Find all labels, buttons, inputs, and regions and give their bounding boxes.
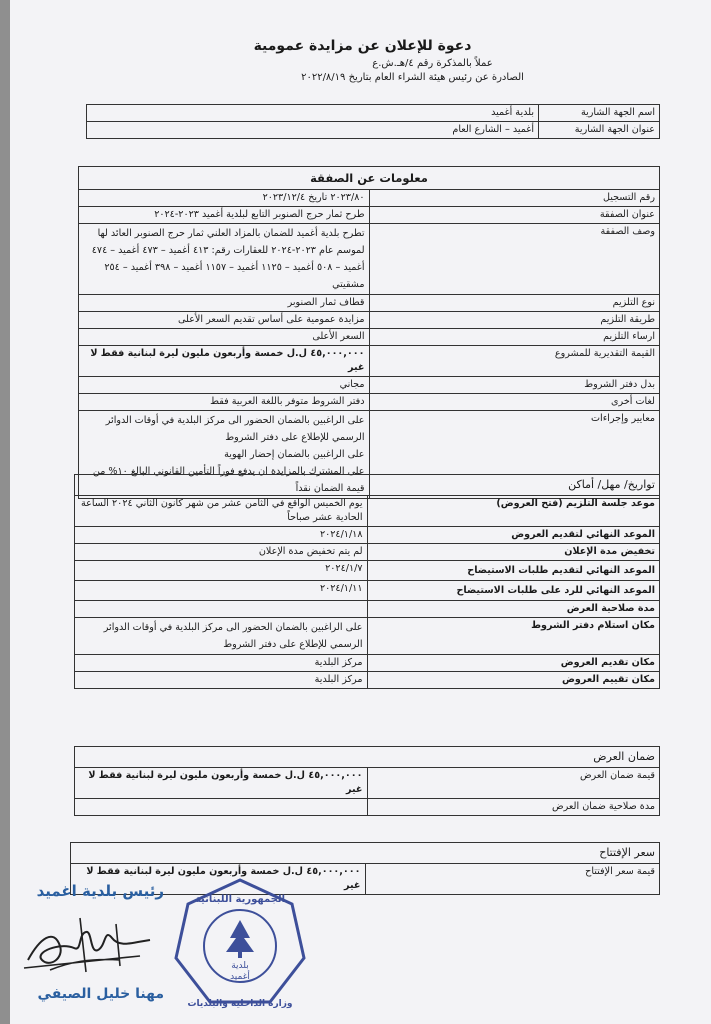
signatory-name: مهنا خليل الصيفي — [37, 986, 164, 1002]
value-clarification-request-deadline: ٢٠٢٤/١/٧ — [75, 561, 368, 581]
value-bid-deadline: ٢٠٢٤/١/١٨ — [75, 527, 368, 544]
label-estimated-value: القيمة التقديرية للمشروع — [369, 346, 660, 377]
value-clarification-reply-deadline: ٢٠٢٤/١/١١ — [75, 581, 368, 601]
table-row — [75, 618, 660, 655]
table-row — [79, 167, 660, 190]
label-clarification-reply-deadline: الموعد النهائي للرد على طلبات الاستيضاح — [367, 581, 660, 601]
table-row — [79, 190, 660, 207]
table-row — [75, 799, 660, 816]
value-authority-address: أغميد – الشارع العام — [87, 122, 539, 139]
value-deal-title: طرح ثمار حرج الصنوبر التابع لبلدية أغميد ٢٠٢٣-٢٠٢٤ — [79, 207, 370, 224]
value-bid-submission-place: مركز البلدية — [75, 655, 368, 672]
document-subtitle-issuer: الصادرة عن رئيس هيئة الشراء العام بتاريخ ٢٠٢٢/٨/١٩ — [301, 72, 524, 83]
value-guarantee-value: ٤٥,٠٠٠,٠٠٠ ل.ل خمسة وأربعون مليون ليرة لبنانية فقط لا غير — [75, 768, 368, 799]
table-row — [79, 224, 660, 295]
value-other-languages: دفتر الشروط متوفر باللغة العربية فقط — [79, 394, 370, 411]
label-criteria: معايير وإجراءات — [369, 411, 660, 499]
value-opening-session: يوم الخميس الواقع في الثامن عشر من شهر كانون الثاني ٢٠٢٤ الساعة الحادية عشر صباحاً — [75, 496, 368, 527]
table-row — [87, 122, 660, 139]
table-row — [79, 394, 660, 411]
value-notice-reduction: لم يتم تخفيض مدة الإعلان — [75, 544, 368, 561]
table-row — [79, 346, 660, 377]
value-authority-name: بلدية أغميد — [87, 105, 539, 122]
value-estimated-value: ٤٥,٠٠٠,٠٠٠ ل.ل خمسة وأربعون مليون ليرة لبنانية فقط لا غير — [79, 346, 370, 377]
table-row — [75, 544, 660, 561]
label-bid-validity: مدة صلاحية العرض — [367, 601, 660, 618]
label-award-type: نوع التلزيم — [369, 295, 660, 312]
table-row — [79, 312, 660, 329]
authority-table — [86, 104, 660, 139]
value-award-basis: السعر الأعلى — [79, 329, 370, 346]
value-award-type: قطاف ثمار الصنوبر — [79, 295, 370, 312]
label-authority-name: اسم الجهة الشارية — [539, 105, 660, 122]
document — [10, 0, 711, 1024]
label-specs-pickup-place: مكان استلام دفتر الشروط — [367, 618, 660, 655]
value-award-method: مزايدة عمومية على أساس تقديم السعر الأعلى — [79, 312, 370, 329]
label-bid-submission-place: مكان تقديم العروض — [367, 655, 660, 672]
table-row — [75, 672, 660, 689]
table-row — [79, 295, 660, 312]
value-deal-description: تطرح بلدية أغميد للضمان بالمزاد العلني ثمار حرج الصنوبر العائد لها لموسم عام ٢٠٢٣-٢٠٢٤ للعقارات رقم: ٤١٣ أغميد – ٤٧٣ أغميد – ٤٧٤ أغميد – ٥٠٨ أغميد – ١١٢٥ أغميد – ١١٥٧ أغميد – ٣٩٨ أغميد – ٢٥٤ مشقيتي — [79, 224, 370, 295]
label-award-basis: ارساء التلزيم — [369, 329, 660, 346]
table-row — [75, 747, 660, 768]
table-row — [75, 475, 660, 496]
stamp-top-text: الجمهورية اللبنانية — [194, 894, 286, 905]
label-registration-number: رقم التسجيل — [369, 190, 660, 207]
document-subtitle-memo: عملاً بالمذكرة رقم ٤/هـ.ش.ع — [372, 58, 493, 69]
label-bid-evaluation-place: مكان تقييم العروض — [367, 672, 660, 689]
label-award-method: طريقة التلزيم — [369, 312, 660, 329]
stamp-bottom-text: وزارة الداخلية والبلديات — [187, 999, 293, 1009]
table-row — [71, 843, 660, 864]
value-specs-pickup-place: على الراغبين بالضمان الحضور الى مركز البلدية في أوقات الدوائر الرسمي للإطلاع على دفتر الشروط — [75, 618, 368, 655]
table-row — [79, 377, 660, 394]
label-deal-description: وصف الصفقة — [369, 224, 660, 295]
value-guarantee-validity — [75, 799, 368, 816]
table-row — [75, 601, 660, 618]
value-specs-fee: مجاني — [79, 377, 370, 394]
label-opening-price: قيمة سعر الإفتتاح — [365, 864, 660, 895]
value-bid-evaluation-place: مركز البلدية — [75, 672, 368, 689]
signature-title: رئيس بلدية اغميد — [36, 882, 164, 900]
label-other-languages: لغات أخرى — [369, 394, 660, 411]
label-opening-session: موعد جلسة التلزيم (فتح العروض) — [367, 496, 660, 527]
label-clarification-request-deadline: الموعد النهائي لتقديم طلبات الاستيضاح — [367, 561, 660, 581]
municipal-stamp — [170, 876, 310, 1014]
label-authority-address: عنوان الجهة الشارية — [539, 122, 660, 139]
table-row — [75, 561, 660, 581]
label-guarantee-validity: مدة صلاحية ضمان العرض — [367, 799, 660, 816]
deal-section-title: معلومات عن الصفقة — [79, 167, 660, 190]
value-opening-price: ٤٥,٠٠٠,٠٠٠ ل.ل خمسة وأربعون مليون ليرة لبنانية فقط لا غير — [71, 864, 366, 895]
table-row — [75, 655, 660, 672]
paper-sheet — [10, 0, 711, 1024]
guarantee-section-title: ضمان العرض — [75, 747, 660, 768]
table-row — [75, 581, 660, 601]
handwritten-signature — [20, 898, 170, 988]
table-row — [75, 496, 660, 527]
guarantee-table — [74, 746, 660, 816]
table-row — [87, 105, 660, 122]
label-specs-fee: بدل دفتر الشروط — [369, 377, 660, 394]
label-deal-title: عنوان الصفقة — [369, 207, 660, 224]
table-row — [75, 768, 660, 799]
value-bid-validity — [75, 601, 368, 618]
stamp-center-text-1: بلدية — [231, 961, 249, 971]
table-row — [75, 527, 660, 544]
opening-section-title: سعر الإفتتاح — [71, 843, 660, 864]
signature-block — [20, 880, 170, 1010]
label-guarantee-value: قيمة ضمان العرض — [367, 768, 660, 799]
stamp-center-text-2: أغميد — [230, 972, 250, 982]
dates-table — [74, 474, 660, 689]
value-criteria: على الراغبين بالضمان الحضور الى مركز البلدية في أوقات الدوائر الرسمي للإطلاع على دفتر الشروط على الراغبين بالضمان إحضار الهوية على المشترك بالمزايدة ان يدفع فوراً التأمين القانوني البالغ ١٠% من قيمة الضمان نقداً — [79, 411, 370, 499]
table-row — [79, 207, 660, 224]
document-title: دعوة للإعلان عن مزايدة عمومية — [253, 38, 472, 54]
table-row — [79, 329, 660, 346]
dates-section-title: تواريخ/ مهل/ أماكن — [75, 475, 660, 496]
label-notice-reduction: تخفيض مدة الإعلان — [367, 544, 660, 561]
value-registration-number: ٢٠٢٣/٨٠ تاريخ ٢٠٢٣/١٢/٤ — [79, 190, 370, 207]
label-bid-deadline: الموعد النهائي لتقديم العروض — [367, 527, 660, 544]
deal-info-table — [78, 166, 660, 499]
